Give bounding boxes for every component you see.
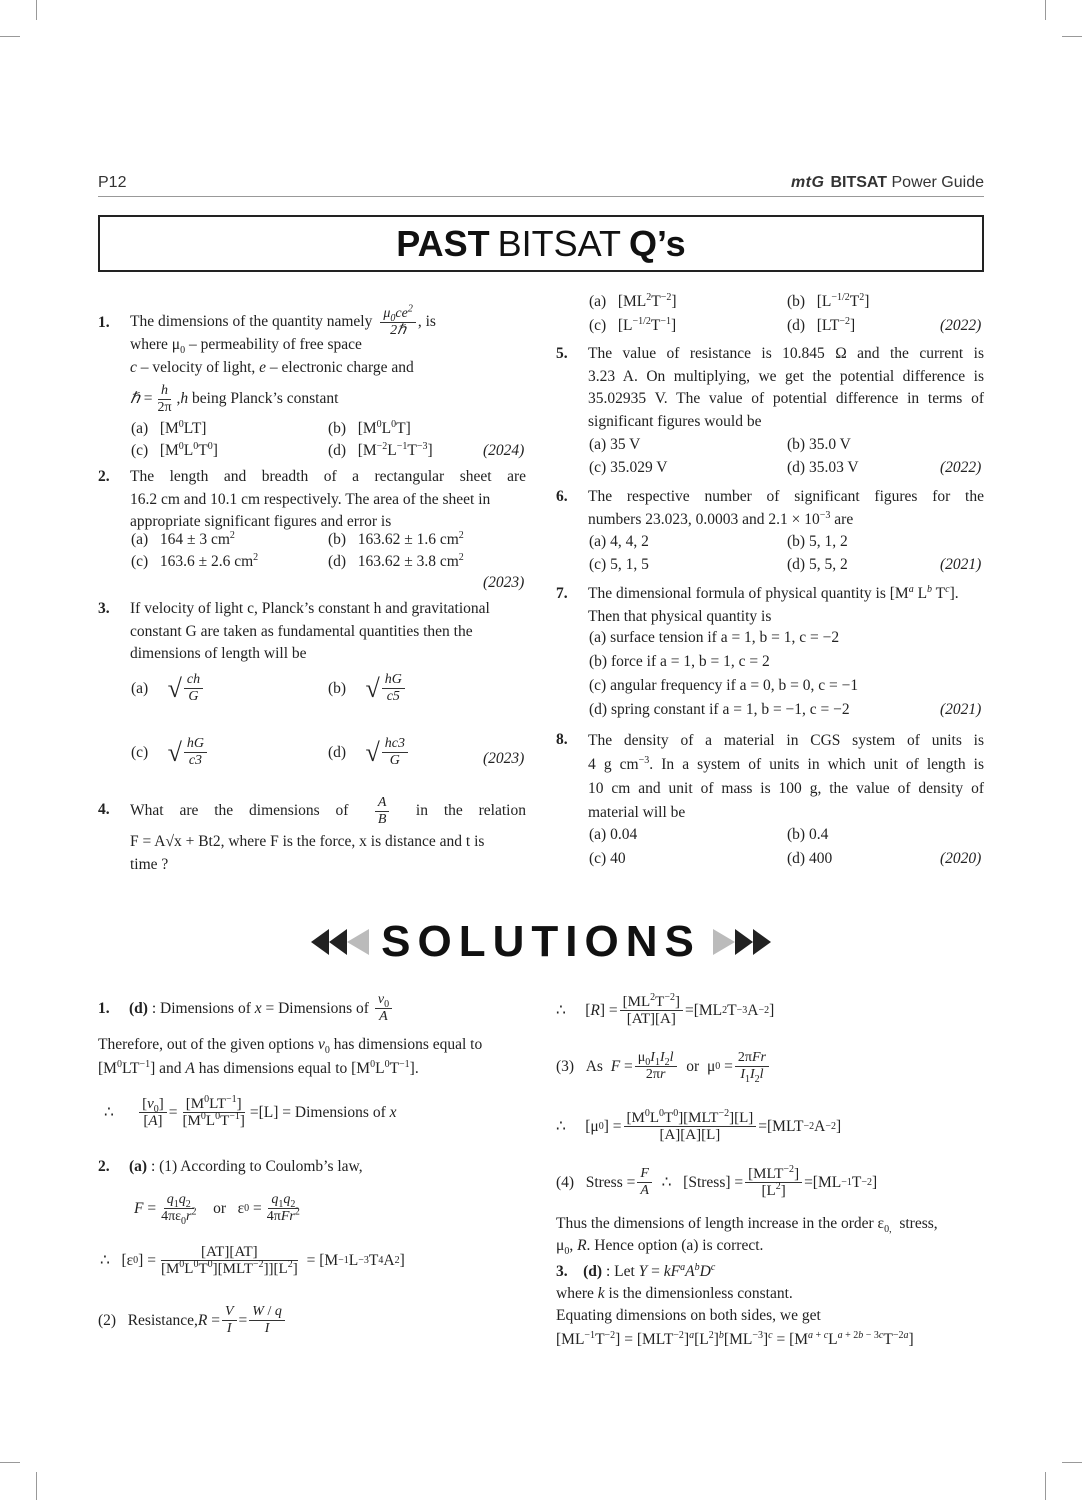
option: (a) surface tension if a = 1, b = 1, c = −2 [589, 629, 840, 646]
arrow-left-icon [311, 929, 329, 955]
question-text: time ? [130, 855, 169, 873]
solution-line: 3. (d) : Let $Y = kF^aA^bD^c$ [556, 1261, 716, 1280]
question-text: The dimensions of the quantity namely [130, 312, 373, 330]
solution-line: 1. (d) : Dimensions of x = Dimensions of $\frac{v_0}{A}$ [98, 992, 394, 1025]
option: (b) force if a = 1, b = 1, c = 2 [589, 653, 770, 670]
solution-line: F = $\frac{q_1q_2}{4\pi\varepsilon_0r^2}$ or ε 0 = $\frac{q_1q_2}{4\pi Fr^2}$ [134, 1192, 300, 1227]
option: (b) 163.62 ± 1.6 $cm^2$ [328, 529, 464, 548]
brand-header [791, 174, 984, 192]
question-number: 2. [98, 468, 110, 485]
solution-line: ∴ [μ 0 ] = $\frac{[M^0L^0T^0][MLT^{-2}][L]}{[A][A][L]}$ =[MLT −2 A −2 ] [556, 1108, 842, 1143]
option: (a) $[ML^2T^{-2}]$ [589, 291, 677, 310]
question-text: , is [417, 312, 436, 330]
crop-mark [1062, 36, 1082, 37]
crop-mark [1062, 1462, 1082, 1463]
brand-bold: BITSAT [830, 174, 888, 191]
year-label: (2022) [940, 317, 982, 334]
option: (d) spring constant if a = 1, b = −1, c = −2 [589, 701, 850, 718]
option: (a) 35 V [589, 436, 641, 453]
option: (c) 163.6 ± 2.6 $cm^2$ [131, 551, 259, 570]
year-label: (2022) [940, 459, 982, 476]
title-part1: PAST [396, 222, 490, 264]
solution-line: where k is the dimensionless constant. [556, 1285, 793, 1302]
question-text: constant G are taken as fundamental quantities then the [130, 622, 473, 640]
question-text: 3.23 A. On multiplying, we get the potential difference is [588, 367, 984, 385]
solution-line: Equating dimensions on both sides, we get [556, 1307, 821, 1324]
crop-mark [0, 36, 20, 37]
question-text: significant figures would be [588, 412, 762, 430]
question-text: F = A√x + Bt2, where F is the force, x is distance and t is [130, 833, 485, 850]
brand-logo: mtG [790, 174, 825, 191]
question-text: 10 cm and unit of mass is 100 g, the value of density of [588, 780, 984, 797]
question-text: 16.2 cm and 10.1 cm respectively. The area of the sheet in [130, 490, 491, 508]
option: (d) √ $\frac{hc3}{G}$ [328, 736, 410, 769]
option: (b) 5, 1, 2 [787, 533, 848, 550]
question-text: If velocity of light c, Planck’s constant h and gravitational [130, 600, 490, 617]
question-text: numbers 23.023, 0.0003 and $2.1 \times 10^{-3}$ are [588, 509, 854, 528]
solution-line: (3) As F = $\frac{\mu_0I_1I_2l}{2\pi r}$ or μ 0 = $\frac{\text{2πFr}}{I_1I_2l}$ [556, 1050, 771, 1083]
question-number: 8. [556, 731, 568, 748]
option: (d) 35.03 V [787, 459, 859, 476]
solution-line: Therefore, out of the given options $v_0$ has dimensions equal to [98, 1036, 483, 1057]
option: (b) 0.4 [787, 826, 829, 843]
crop-mark [1045, 0, 1046, 20]
question-number: 1. [98, 314, 110, 331]
question-text: appropriate significant figures and error is [130, 513, 392, 530]
option: (a) 164 ± 3 $cm^2$ [131, 529, 235, 548]
question-text: The respective number of significant figures for the [588, 488, 984, 505]
arrow-right-icon [753, 929, 771, 955]
question-number: 4. [98, 801, 110, 818]
option: (d) $[M^{-2}L^{-1}T^{-3}]$ [328, 440, 433, 459]
arrow-right-icon [735, 929, 753, 955]
option: (c) 5, 1, 5 [589, 556, 649, 573]
solutions-banner [0, 916, 1082, 968]
option: (c) 40 [589, 850, 626, 867]
year-label: (2020) [940, 850, 982, 867]
solution-line: ∴ $\frac{[v_0]}{[A]}$ = $\frac{[M^0LT^{-1}]}{[M^0L^0T^{-1}]}$ =[L] = Dimensions of x [104, 1094, 397, 1129]
option: (b) $[M^0L^0T]$ [328, 418, 411, 437]
year-label: (2023) [483, 750, 525, 767]
option: (c) angular frequency if a = 0, b = 0, c = −1 [589, 677, 859, 694]
option: (b) √ $\frac{hG}{c5}$ [328, 672, 407, 705]
option: (c) $[L^{-1/2}T^{-1}]$ [589, 315, 677, 334]
crop-mark [36, 0, 37, 20]
option: (a) 4, 4, 2 [589, 533, 649, 550]
year-label: (2021) [940, 556, 982, 573]
solution-line: (2) Resistance, R = $\frac{V}{I}$ = $\frac{W / q}{I}$ [98, 1304, 287, 1337]
solution-line: (4) Stress = $\frac{F}{A}$ ∴ [Stress] = $\frac{[MLT^{-2}]}{[L^2]}$ =[ML −1 T −2 ] [556, 1164, 878, 1199]
page-number: P12 [98, 174, 127, 191]
crop-mark [36, 1472, 37, 1500]
solution-line: $[M^0LT^{-1}]$ and A has dimensions equal to $[M^0L^0T^{-1}]$. [98, 1058, 419, 1077]
year-label: (2023) [483, 574, 525, 591]
fraction: $\frac{h}{2\pi}$ [157, 382, 172, 415]
crop-mark [1045, 1472, 1046, 1500]
question-text: 4 g $cm^{-3}$. In a system of units in which unit of length is [588, 754, 984, 773]
question-number: 5. [556, 345, 568, 362]
question-text: 35.02935 V. The value of potential difference in terms of [588, 390, 984, 407]
arrow-left-icon [347, 929, 369, 955]
option: (d) 400 [787, 850, 833, 867]
question-text: material will be [588, 804, 686, 821]
option: (c) √ $\frac{hG}{c3}$ [131, 736, 209, 769]
question-text: The dimensional formula of physical quantity is [$M^a$ $L^b$ $T^c$]. [588, 583, 959, 602]
year-label: (2024) [483, 442, 525, 459]
solution-line: $[ML^{-1}T^{-2}] = [MLT^{-2}]^a[L^2]^b[ML^{-3}]^c = [M^{a + c}L^{a + 2b - 3c}T^{-2a}]$ [556, 1329, 914, 1348]
section-title [98, 215, 984, 272]
arrow-right-icon [713, 929, 735, 955]
option: (b) 35.0 V [787, 436, 851, 453]
title-part3: Q’s [629, 222, 686, 264]
question-text: The length and breadth of a rectangular sheet are [130, 468, 526, 485]
question-text: The value of resistance is 10.845 Ω and the current is [588, 345, 984, 362]
solution-line: $\mu_0$, R. Hence option (a) is correct. [556, 1237, 764, 1258]
arrow-left-icon [329, 929, 347, 955]
question-text: The density of a material in CGS system of units is [588, 732, 984, 749]
question-number: 6. [556, 488, 568, 505]
solution-line: ∴ [ε 0 ] = $\frac{[AT][AT]}{[M^0L^0T^0][MLT^{-2}]][L^2]}$ = [M −1 L −3 T 4 A 2 ] [100, 1244, 405, 1277]
question-text: in the relation [415, 801, 526, 819]
solutions-title: SOLUTIONS [381, 917, 701, 966]
year-label: (2021) [940, 701, 982, 718]
option: (c) $[M^0L^0T^0]$ [131, 440, 218, 459]
option: (d) $[LT^{-2}]$ [787, 315, 856, 334]
option: (a) $[M^0LT]$ [131, 418, 207, 437]
option: (b) $[L^{-1/2}T^2]$ [787, 291, 870, 310]
title-part2: BITSAT [497, 222, 621, 264]
option: (c) 35.029 V [589, 459, 668, 476]
brand-rest: Power Guide [891, 174, 984, 191]
question-number: 7. [556, 585, 568, 602]
option: (d) 5, 5, 2 [787, 556, 848, 573]
question-number: 3. [98, 600, 110, 617]
solution-line: ∴ [ R ] = $\frac{[ML^2T^{-2}]}{[AT][A]}$ =[ML 2 T −3 A −2 ] [556, 992, 775, 1027]
header-divider [98, 196, 984, 197]
question-text: dimensions of length will be [130, 645, 307, 662]
option: (a) 0.04 [589, 826, 638, 843]
fraction: $\frac{\mu_0ce^2}{\text{2ℏ}}$ [380, 306, 415, 339]
solution-line: 2. (a) : (1) According to Coulomb’s law, [98, 1158, 363, 1175]
crop-mark [0, 1462, 20, 1463]
solution-line: Thus the dimensions of length increase in the order $\varepsilon_{0,}$ stress, [556, 1215, 938, 1236]
question-text: Then that physical quantity is [588, 607, 772, 625]
option: (d) 163.62 ± 3.8 $cm^2$ [328, 551, 464, 570]
question-text: What are the dimensions of [130, 801, 349, 819]
option: (a) √ $\frac{ch}{G}$ [131, 672, 205, 705]
